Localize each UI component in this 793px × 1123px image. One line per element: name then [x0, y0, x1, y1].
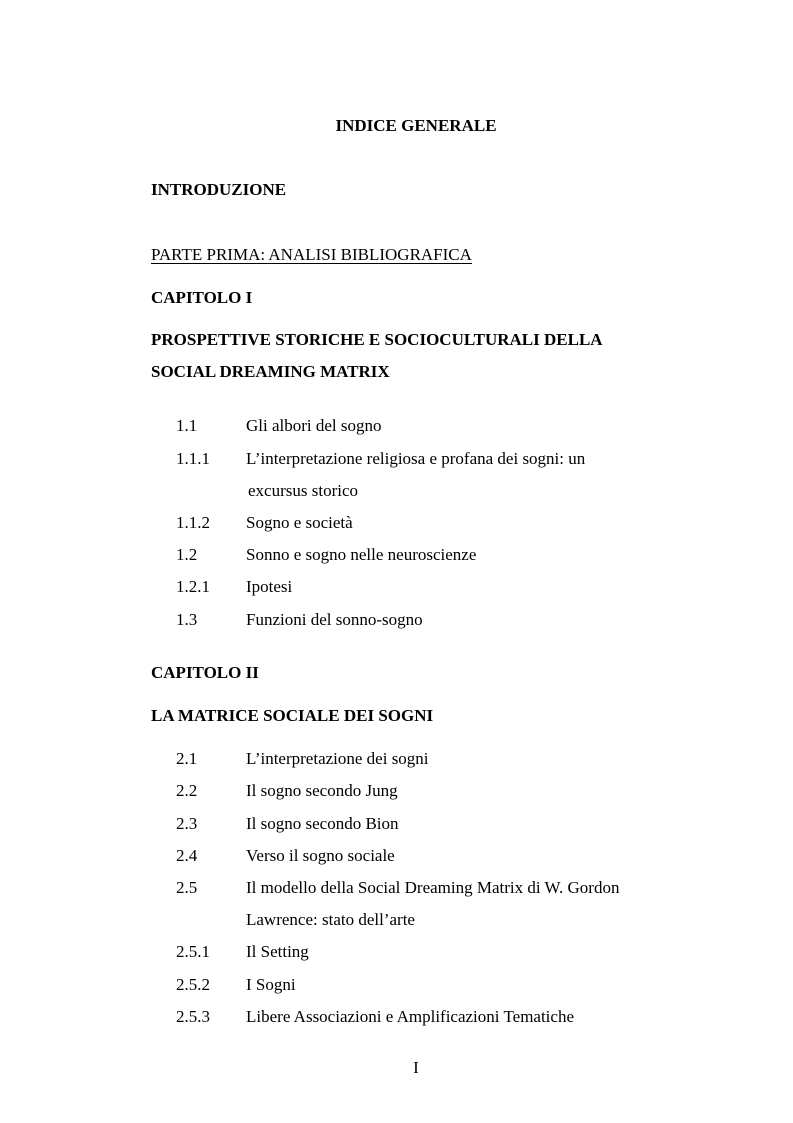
chapter2-title: LA MATRICE SOCIALE DEI SOGNI [151, 706, 434, 725]
toc-number: 1.1.1 [176, 449, 210, 468]
chapter1-label: CAPITOLO I [151, 288, 253, 307]
chapter2-label: CAPITOLO II [151, 663, 259, 682]
toc-entry-continuation: excursus storico [248, 481, 359, 500]
toc-number: 2.2 [176, 781, 198, 800]
toc-number: 2.3 [176, 814, 198, 833]
toc-entry: L’interpretazione dei sogni [246, 749, 429, 768]
toc-number: 1.2.1 [176, 577, 210, 596]
toc-number: 2.4 [176, 846, 198, 865]
toc-entry: Gli albori del sogno [246, 416, 382, 435]
toc-number: 2.5 [176, 878, 198, 897]
page-number: I [413, 1058, 419, 1077]
toc-entry: Sonno e sogno nelle neuroscienze [246, 545, 477, 564]
toc-number: 1.1 [176, 416, 198, 435]
chapter1-title-line2: SOCIAL DREAMING MATRIX [151, 362, 390, 381]
toc-entry: Il modello della Social Dreaming Matrix di W. Gordon [246, 878, 620, 897]
toc-entry: Ipotesi [246, 577, 293, 596]
toc-entry: Verso il sogno sociale [246, 846, 395, 865]
part-one-heading: PARTE PRIMA: ANALISI BIBLIOGRAFICA [151, 245, 472, 264]
chapter1-title-line1: PROSPETTIVE STORICHE E SOCIOCULTURALI DELLA [151, 330, 603, 349]
toc-number: 1.1.2 [176, 513, 210, 532]
toc-number: 2.5.3 [176, 1007, 210, 1026]
introduction-heading: INTRODUZIONE [151, 180, 287, 199]
toc-number: 2.1 [176, 749, 198, 768]
toc-entry: I Sogni [246, 975, 296, 994]
toc-entry: Il sogno secondo Bion [246, 814, 399, 833]
toc-entry-continuation: Lawrence: stato dell’arte [246, 910, 415, 929]
toc-entry: Funzioni del sonno-sogno [246, 610, 423, 629]
toc-entry: L’interpretazione religiosa e profana dei sogni: un [246, 449, 586, 468]
toc-entry: Libere Associazioni e Amplificazioni Tematiche [246, 1007, 574, 1026]
toc-number: 1.3 [176, 610, 198, 629]
toc-number: 1.2 [176, 545, 198, 564]
page-title: INDICE GENERALE [335, 116, 497, 135]
toc-entry: Il Setting [246, 942, 309, 961]
toc-number: 2.5.2 [176, 975, 210, 994]
toc-entry: Il sogno secondo Jung [246, 781, 398, 800]
toc-entry: Sogno e società [246, 513, 353, 532]
toc-number: 2.5.1 [176, 942, 210, 961]
